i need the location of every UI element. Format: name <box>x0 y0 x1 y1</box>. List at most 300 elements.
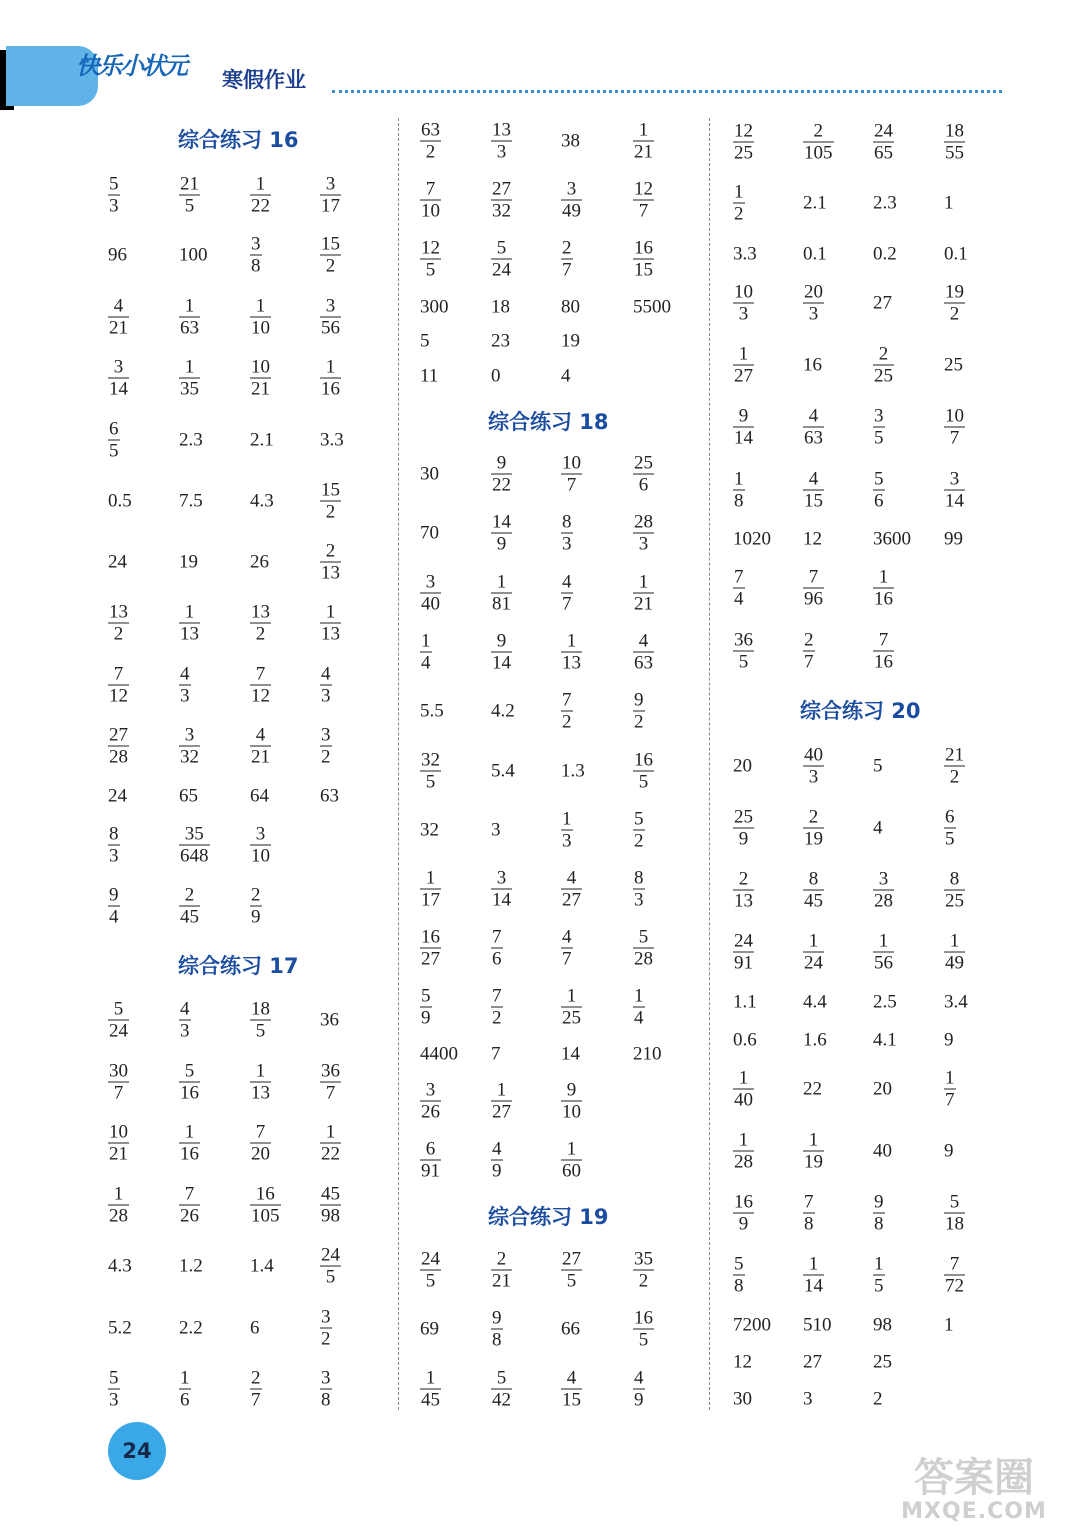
fraction-denominator: 9 <box>492 1160 502 1182</box>
fraction-answer <box>250 1000 271 1041</box>
fraction-answer <box>944 808 956 849</box>
fraction-denominator: 2 <box>634 830 644 852</box>
answer-cell <box>561 1320 580 1339</box>
fraction-denominator: 7 <box>638 200 649 222</box>
answer-value: 0.1 <box>803 243 827 265</box>
fraction-numerator: 7 <box>734 566 744 588</box>
fraction-denominator: 5 <box>874 1275 884 1297</box>
fraction-answer <box>491 928 503 969</box>
answer-cell <box>420 928 441 969</box>
answer-cell <box>108 175 120 216</box>
answer-cell <box>803 407 824 448</box>
fraction-denominator: 2 <box>325 255 336 277</box>
answer-cell <box>320 1308 332 1349</box>
fraction-answer <box>944 470 965 511</box>
fraction-denominator: 6 <box>638 474 649 496</box>
fraction-numerator: 3 <box>184 724 195 746</box>
fraction-numerator: 5 <box>109 1367 119 1389</box>
fraction-denominator: 10 <box>251 845 270 867</box>
answer-cell <box>491 121 512 162</box>
fraction-numerator: 1 <box>638 571 649 593</box>
fraction-answer <box>873 407 885 448</box>
answer-cell <box>491 1250 512 1291</box>
fraction-denominator: 3 <box>808 303 819 325</box>
answer-cell <box>944 407 965 448</box>
fraction-answer <box>561 691 573 732</box>
fraction-denominator: 2 <box>113 623 124 645</box>
fraction-denominator: 3 <box>109 195 119 217</box>
fraction-denominator: 7 <box>562 593 572 615</box>
answer-cell <box>491 762 515 781</box>
fraction-answer <box>250 825 271 866</box>
answer-value: 69 <box>420 1318 439 1340</box>
fraction-numerator: 3 <box>113 356 124 378</box>
fraction-denominator: 5 <box>109 440 119 462</box>
fraction-denominator: 63 <box>804 427 823 449</box>
fraction-denominator: 16 <box>321 378 340 400</box>
answer-cell <box>320 665 332 706</box>
fraction-answer <box>320 1185 341 1226</box>
answer-cell <box>561 1140 582 1181</box>
answer-value: 210 <box>633 1043 662 1065</box>
fraction-denominator: 14 <box>734 427 753 449</box>
answer-cell <box>633 121 654 162</box>
fraction-denominator: 9 <box>738 828 749 850</box>
fraction-answer <box>733 568 745 609</box>
fraction-answer <box>733 183 745 224</box>
fraction-answer <box>420 1369 441 1410</box>
fraction-answer <box>420 928 441 969</box>
answer-cell <box>491 298 510 317</box>
fraction-denominator: 6 <box>874 490 884 512</box>
fraction-answer <box>633 239 654 280</box>
fraction-numerator: 10 <box>251 356 270 378</box>
answer-cell <box>108 726 129 767</box>
answer-cell <box>320 481 341 522</box>
fraction-numerator: 1 <box>949 930 960 952</box>
fraction-answer <box>320 603 341 644</box>
answer-cell <box>944 530 963 549</box>
fraction-answer <box>108 886 120 927</box>
fraction-denominator: 5 <box>945 828 955 850</box>
answer-cell <box>561 987 582 1028</box>
fraction-numerator: 16 <box>421 926 440 948</box>
fraction-numerator: 4 <box>566 1367 577 1389</box>
fraction-numerator: 9 <box>634 689 644 711</box>
answer-cell <box>491 632 512 673</box>
fraction-numerator: 7 <box>425 178 436 200</box>
fraction-answer <box>733 1255 745 1296</box>
fraction-numerator: 2 <box>496 1248 507 1270</box>
fraction-denominator: 3 <box>496 141 507 163</box>
fraction-answer <box>108 420 120 461</box>
fraction-numerator: 1 <box>496 571 507 593</box>
fraction-answer <box>320 542 341 583</box>
answer-value: 14 <box>561 1043 580 1065</box>
answer-cell <box>420 987 432 1028</box>
answer-cell <box>873 932 894 973</box>
fraction-denominator: 105 <box>251 1205 280 1227</box>
fraction-denominator: 45 <box>180 906 199 928</box>
answer-cell <box>873 1080 892 1099</box>
fraction-numerator: 3 <box>949 468 960 490</box>
answer-cell <box>561 869 582 910</box>
fraction-numerator: 2 <box>325 540 336 562</box>
fraction-denominator: 2 <box>734 203 744 225</box>
fraction-denominator: 17 <box>321 195 340 217</box>
fraction-answer <box>491 121 512 162</box>
fraction-numerator: 4 <box>180 663 190 685</box>
answer-value: 40 <box>873 1140 892 1162</box>
answer-cell <box>179 787 198 806</box>
answer-cell <box>108 1185 129 1226</box>
fraction-denominator: 18 <box>945 1213 964 1235</box>
answer-cell <box>944 194 954 213</box>
fraction-numerator: 1 <box>734 181 744 203</box>
fraction-numerator: 3 <box>321 1306 331 1328</box>
fraction-denominator: 3 <box>180 685 190 707</box>
fraction-answer <box>633 632 654 673</box>
answer-cell <box>633 573 654 614</box>
answer-cell <box>633 751 654 792</box>
fraction-denominator: 28 <box>874 890 893 912</box>
answer-value: 12 <box>733 1351 752 1373</box>
fraction-denominator: 63 <box>634 652 653 674</box>
answer-cell <box>250 297 271 338</box>
fraction-numerator: 32 <box>421 749 440 771</box>
answer-cell <box>320 358 341 399</box>
answer-cell <box>803 356 822 375</box>
fraction-numerator: 4 <box>255 724 266 746</box>
fraction-answer <box>420 180 441 221</box>
answer-value: 19 <box>179 551 198 573</box>
answer-cell <box>633 1250 654 1291</box>
answer-cell <box>873 345 894 386</box>
answer-cell <box>491 928 503 969</box>
fraction-numerator: 28 <box>634 511 653 533</box>
answer-cell <box>873 245 897 264</box>
fraction-denominator: 4 <box>634 1007 644 1029</box>
answer-cell <box>873 407 885 448</box>
fraction-numerator: 5 <box>496 1367 507 1389</box>
answer-cell <box>320 787 339 806</box>
answer-cell <box>250 553 269 572</box>
fraction-denominator: 21 <box>109 1143 128 1165</box>
fraction-denominator: 21 <box>251 378 270 400</box>
answer-value: 2.3 <box>179 429 203 451</box>
fraction-answer <box>561 1369 582 1410</box>
fraction-denominator: 49 <box>945 952 964 974</box>
answer-cell <box>561 367 571 386</box>
answer-cell <box>108 1369 120 1410</box>
fraction-numerator: 4 <box>634 1367 644 1389</box>
answer-cell <box>320 175 341 216</box>
fraction-denominator: 7 <box>113 1082 124 1104</box>
answer-cell <box>491 1081 512 1122</box>
fraction-answer <box>633 1369 645 1410</box>
answer-cell <box>733 808 754 849</box>
answer-value: 4.4 <box>803 991 827 1013</box>
answer-value: 98 <box>873 1314 892 1336</box>
fraction-answer <box>250 886 262 927</box>
answer-cell <box>633 513 654 554</box>
fraction-denominator: 12 <box>109 685 128 707</box>
answer-cell <box>803 1031 827 1050</box>
answer-cell <box>733 183 745 224</box>
fraction-denominator: 35 <box>180 378 199 400</box>
answer-cell <box>491 513 512 554</box>
answer-cell <box>420 1081 441 1122</box>
answer-cell <box>733 1131 754 1172</box>
fraction-denominator: 9 <box>251 906 261 928</box>
fraction-numerator: 3 <box>874 405 884 427</box>
fraction-numerator: 5 <box>496 237 507 259</box>
fraction-denominator: 13 <box>734 890 753 912</box>
answer-value: 4 <box>873 817 883 839</box>
answer-value: 0.6 <box>733 1029 757 1051</box>
fraction-numerator: 8 <box>949 868 960 890</box>
fraction-answer <box>179 1123 200 1164</box>
fraction-answer <box>420 869 441 910</box>
answer-cell <box>633 869 645 910</box>
fraction-numerator: 8 <box>808 868 819 890</box>
fraction-answer <box>633 869 645 910</box>
answer-cell <box>420 821 439 840</box>
fraction-denominator: 15 <box>562 1389 581 1411</box>
answer-cell <box>320 1185 341 1226</box>
answer-cell <box>250 603 271 644</box>
fraction-numerator: 5 <box>638 926 649 948</box>
fraction-numerator: 1 <box>255 173 266 195</box>
fraction-numerator: 20 <box>804 281 823 303</box>
fraction-denominator: 13 <box>562 652 581 674</box>
answer-cell <box>561 513 573 554</box>
fraction-numerator: 2 <box>804 629 814 651</box>
fraction-denominator: 20 <box>251 1143 270 1165</box>
fraction-denominator: 21 <box>109 317 128 339</box>
fraction-numerator: 27 <box>562 1248 581 1270</box>
fraction-denominator: 15 <box>634 259 653 281</box>
answer-value: 11 <box>420 365 439 387</box>
answer-cell <box>320 726 332 767</box>
section-title: 综合练习 16 <box>178 128 299 152</box>
answer-cell <box>633 298 671 317</box>
answer-value: 4.3 <box>250 490 274 512</box>
fraction-answer <box>108 665 129 706</box>
fraction-denominator: 3 <box>562 533 572 555</box>
answer-value: 23 <box>491 330 510 352</box>
fraction-denominator: 2 <box>634 711 644 733</box>
fraction-answer <box>179 1062 200 1103</box>
answer-cell <box>491 454 512 495</box>
fraction-answer <box>320 1246 341 1287</box>
fraction-numerator: 1 <box>184 295 195 317</box>
fraction-numerator: 4 <box>562 926 572 948</box>
answer-cell <box>179 431 203 450</box>
fraction-denominator: 96 <box>804 588 823 610</box>
answer-cell <box>250 1123 271 1164</box>
answer-cell <box>944 122 965 163</box>
fraction-answer <box>633 513 654 554</box>
fraction-denominator: 9 <box>634 1389 644 1411</box>
fraction-numerator: 3 <box>321 724 331 746</box>
fraction-answer <box>633 751 654 792</box>
answer-cell <box>733 470 745 511</box>
answer-value: 5.2 <box>108 1317 132 1339</box>
answer-value: 4.3 <box>108 1255 132 1277</box>
answer-cell <box>633 987 645 1028</box>
answer-value: 20 <box>873 1078 892 1100</box>
answer-cell <box>561 762 585 781</box>
fraction-answer <box>803 283 824 324</box>
fraction-answer <box>320 1308 332 1349</box>
answer-cell <box>633 1045 662 1064</box>
fraction-numerator: 2 <box>808 806 819 828</box>
fraction-denominator: 15 <box>804 490 823 512</box>
fraction-denominator: 81 <box>492 593 511 615</box>
fraction-numerator: 8 <box>634 867 644 889</box>
answer-cell <box>108 1123 129 1164</box>
answer-cell <box>803 1131 824 1172</box>
fraction-denominator: 6 <box>180 1389 190 1411</box>
fraction-answer <box>633 810 645 851</box>
fraction-denominator: 28 <box>634 948 653 970</box>
fraction-denominator: 4 <box>109 906 119 928</box>
answer-cell <box>320 1123 341 1164</box>
answer-cell <box>733 1255 745 1296</box>
answer-cell <box>803 568 824 609</box>
answer-value: 4 <box>561 365 571 387</box>
fraction-denominator: 2 <box>562 711 572 733</box>
fraction-answer <box>491 987 503 1028</box>
answer-cell <box>944 470 965 511</box>
fraction-numerator: 3 <box>325 173 336 195</box>
fraction-answer <box>561 180 582 221</box>
answer-value: 510 <box>803 1314 832 1336</box>
answer-value: 30 <box>733 1388 752 1410</box>
answer-cell <box>491 1309 503 1350</box>
fraction-answer <box>803 1193 815 1234</box>
column-divider <box>398 118 399 1410</box>
fraction-numerator: 2 <box>813 120 823 142</box>
answer-cell <box>108 420 120 461</box>
fraction-numerator: 4 <box>808 468 819 490</box>
answer-cell <box>561 298 580 317</box>
answer-cell <box>873 470 885 511</box>
answer-cell <box>733 1031 757 1050</box>
fraction-denominator: 32 <box>180 746 199 768</box>
answer-value: 5 <box>420 330 430 352</box>
header-dotted-rule <box>332 90 1002 93</box>
answer-cell <box>108 358 129 399</box>
answer-value: 1 <box>944 1314 954 1336</box>
fraction-answer <box>179 825 210 866</box>
fraction-denominator: 8 <box>804 1213 814 1235</box>
fraction-answer <box>491 1309 503 1350</box>
answer-cell <box>179 1000 191 1041</box>
fraction-numerator: 2 <box>251 884 261 906</box>
fraction-numerator: 24 <box>421 1248 440 1270</box>
answer-cell <box>320 235 341 276</box>
answer-cell <box>873 122 894 163</box>
series-logo: 快乐小状元 <box>76 52 186 80</box>
fraction-numerator: 3 <box>321 1367 331 1389</box>
fraction-numerator: 18 <box>251 998 270 1020</box>
fraction-denominator: 9 <box>496 533 507 555</box>
answer-cell <box>420 1045 458 1064</box>
answer-cell <box>633 1309 654 1350</box>
answer-cell <box>733 568 745 609</box>
fraction-answer <box>944 407 965 448</box>
fraction-numerator: 4 <box>492 1138 502 1160</box>
fraction-answer <box>320 1062 341 1103</box>
fraction-denominator: 8 <box>734 1275 744 1297</box>
fraction-numerator: 7 <box>804 1191 814 1213</box>
answer-value: 3.3 <box>733 243 757 265</box>
fraction-answer <box>561 1140 582 1181</box>
fraction-numerator: 1 <box>184 1121 195 1143</box>
fraction-answer <box>561 987 582 1028</box>
fraction-answer <box>561 239 573 280</box>
fraction-denominator: 7 <box>945 1089 955 1111</box>
fraction-answer <box>633 121 654 162</box>
section-title: 综合练习 17 <box>178 954 299 978</box>
fraction-numerator: 9 <box>738 405 749 427</box>
fraction-answer <box>420 573 441 614</box>
fraction-answer <box>733 122 754 163</box>
answer-cell <box>320 1369 332 1410</box>
answer-cell <box>250 492 274 511</box>
fraction-answer <box>250 1369 262 1410</box>
answer-cell <box>733 407 754 448</box>
answer-cell <box>803 746 824 787</box>
answer-cell <box>803 1080 822 1099</box>
answer-cell <box>179 1257 203 1276</box>
answer-value: 1.4 <box>250 1255 274 1277</box>
fraction-numerator: 12 <box>634 178 653 200</box>
fraction-denominator: 7 <box>251 1389 261 1411</box>
fraction-denominator: 56 <box>321 317 340 339</box>
fraction-numerator: 16 <box>634 749 653 771</box>
fraction-answer <box>803 407 824 448</box>
fraction-denominator: 24 <box>804 952 823 974</box>
fraction-numerator: 1 <box>638 119 649 141</box>
answer-cell <box>179 1369 191 1410</box>
fraction-numerator: 1 <box>325 1121 336 1143</box>
fraction-numerator: 18 <box>945 120 964 142</box>
fraction-answer <box>733 1131 754 1172</box>
fraction-numerator: 7 <box>878 629 889 651</box>
fraction-numerator: 5 <box>184 1060 195 1082</box>
fraction-answer <box>108 726 129 767</box>
answer-cell <box>873 294 892 313</box>
fraction-numerator: 13 <box>251 601 270 623</box>
answer-cell <box>733 932 754 973</box>
fraction-numerator: 10 <box>562 452 581 474</box>
fraction-numerator: 1 <box>421 630 431 652</box>
answer-cell <box>733 1316 771 1335</box>
fraction-answer <box>944 122 965 163</box>
answer-value: 7 <box>491 1043 501 1065</box>
fraction-numerator: 9 <box>109 884 119 906</box>
answer-value: 0 <box>491 365 501 387</box>
fraction-answer <box>733 870 754 911</box>
answer-cell <box>944 1142 954 1161</box>
answer-cell <box>873 757 883 776</box>
fraction-denominator: 5 <box>566 1270 577 1292</box>
fraction-answer <box>108 175 120 216</box>
fraction-answer <box>420 632 432 673</box>
